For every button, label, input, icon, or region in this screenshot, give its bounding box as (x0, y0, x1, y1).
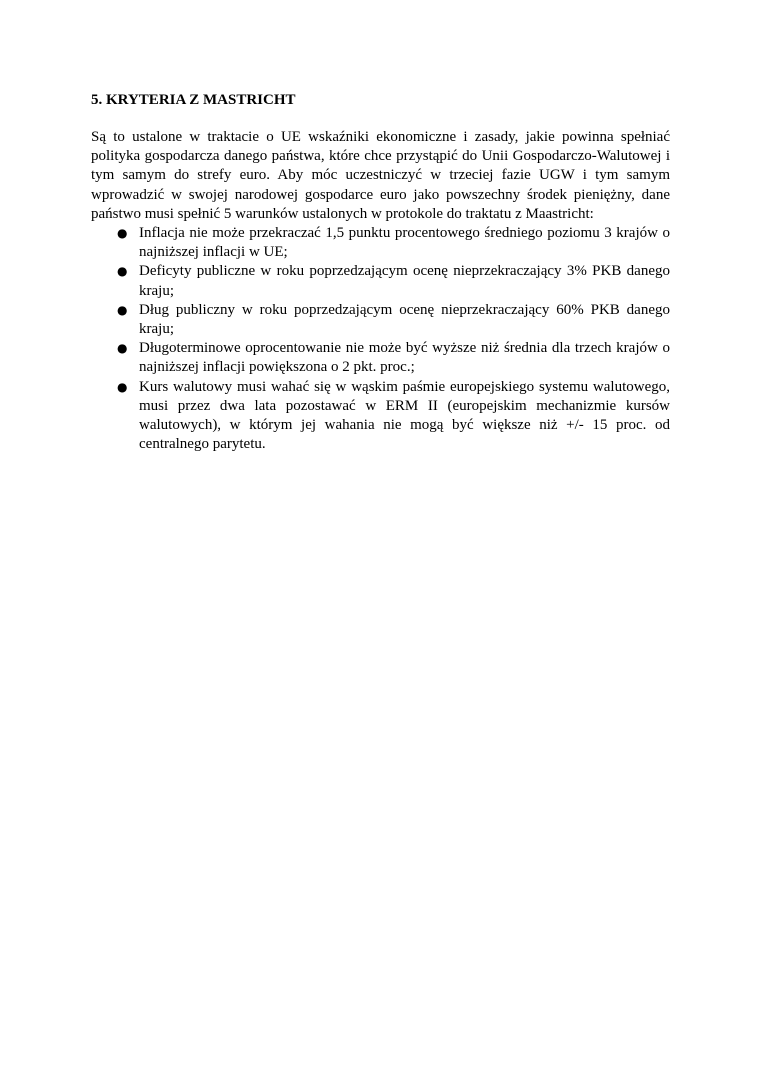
bullet-icon: ● (117, 226, 128, 241)
intro-paragraph: Są to ustalone w traktacie o UE wskaźniki ekonomiczne i zasady, jakie powinna spełniać polityka gospodarcza danego państwa, które chce przystąpić do Unii Gospodarczo-Walutowej i tym samym do strefy euro. Aby móc uczestniczyć w trzeciej fazie UGW i tym samym wprowadzić w swojej narodowej gospodarce euro jako powszechny środek pieniężny, dane państwo musi spełnić 5 warunków ustalonych w protokole do traktatu z Maastricht: (91, 129, 670, 222)
section-heading: 5. KRYTERIA Z MASTRICHT (91, 92, 296, 108)
list-item-text: Inflacja nie może przekraczać 1,5 punktu procentowego średniego poziomu 3 krajów o najniższej inflacji w UE; (139, 225, 670, 261)
criteria-list (91, 224, 670, 454)
list-item-text: Kurs walutowy musi wahać się w wąskim paśmie europejskiego systemu walutowego, musi przez dwa lata pozostawać w ERM II (europejskim mechanizmie kursów walutowych), w którym jej wahania nie mogą być większe niż +/- 15 proc. od centralnego parytetu. (139, 378, 670, 453)
bullet-icon: ● (117, 302, 128, 317)
list-item-text: Dług publiczny w roku poprzedzającym ocenę nieprzekraczający 60% PKB danego kraju; (139, 301, 670, 338)
bullet-icon: ● (117, 341, 128, 356)
list-item (117, 301, 670, 339)
list-item-text: Długoterminowe oprocentowanie nie może być wyższe niż średnia dla trzech krajów o najniższej inflacji powiększona o 2 pkt. proc.; (139, 340, 670, 376)
list-item (117, 262, 670, 300)
list-item-text: Deficyty publiczne w roku poprzedzającym ocenę nieprzekraczający 3% PKB danego kraju; (139, 263, 670, 299)
list-item (117, 378, 670, 455)
document-page (91, 90, 670, 454)
list-item (117, 339, 670, 377)
bullet-icon: ● (117, 264, 128, 279)
list-item (117, 224, 670, 262)
bullet-icon: ● (117, 379, 128, 394)
